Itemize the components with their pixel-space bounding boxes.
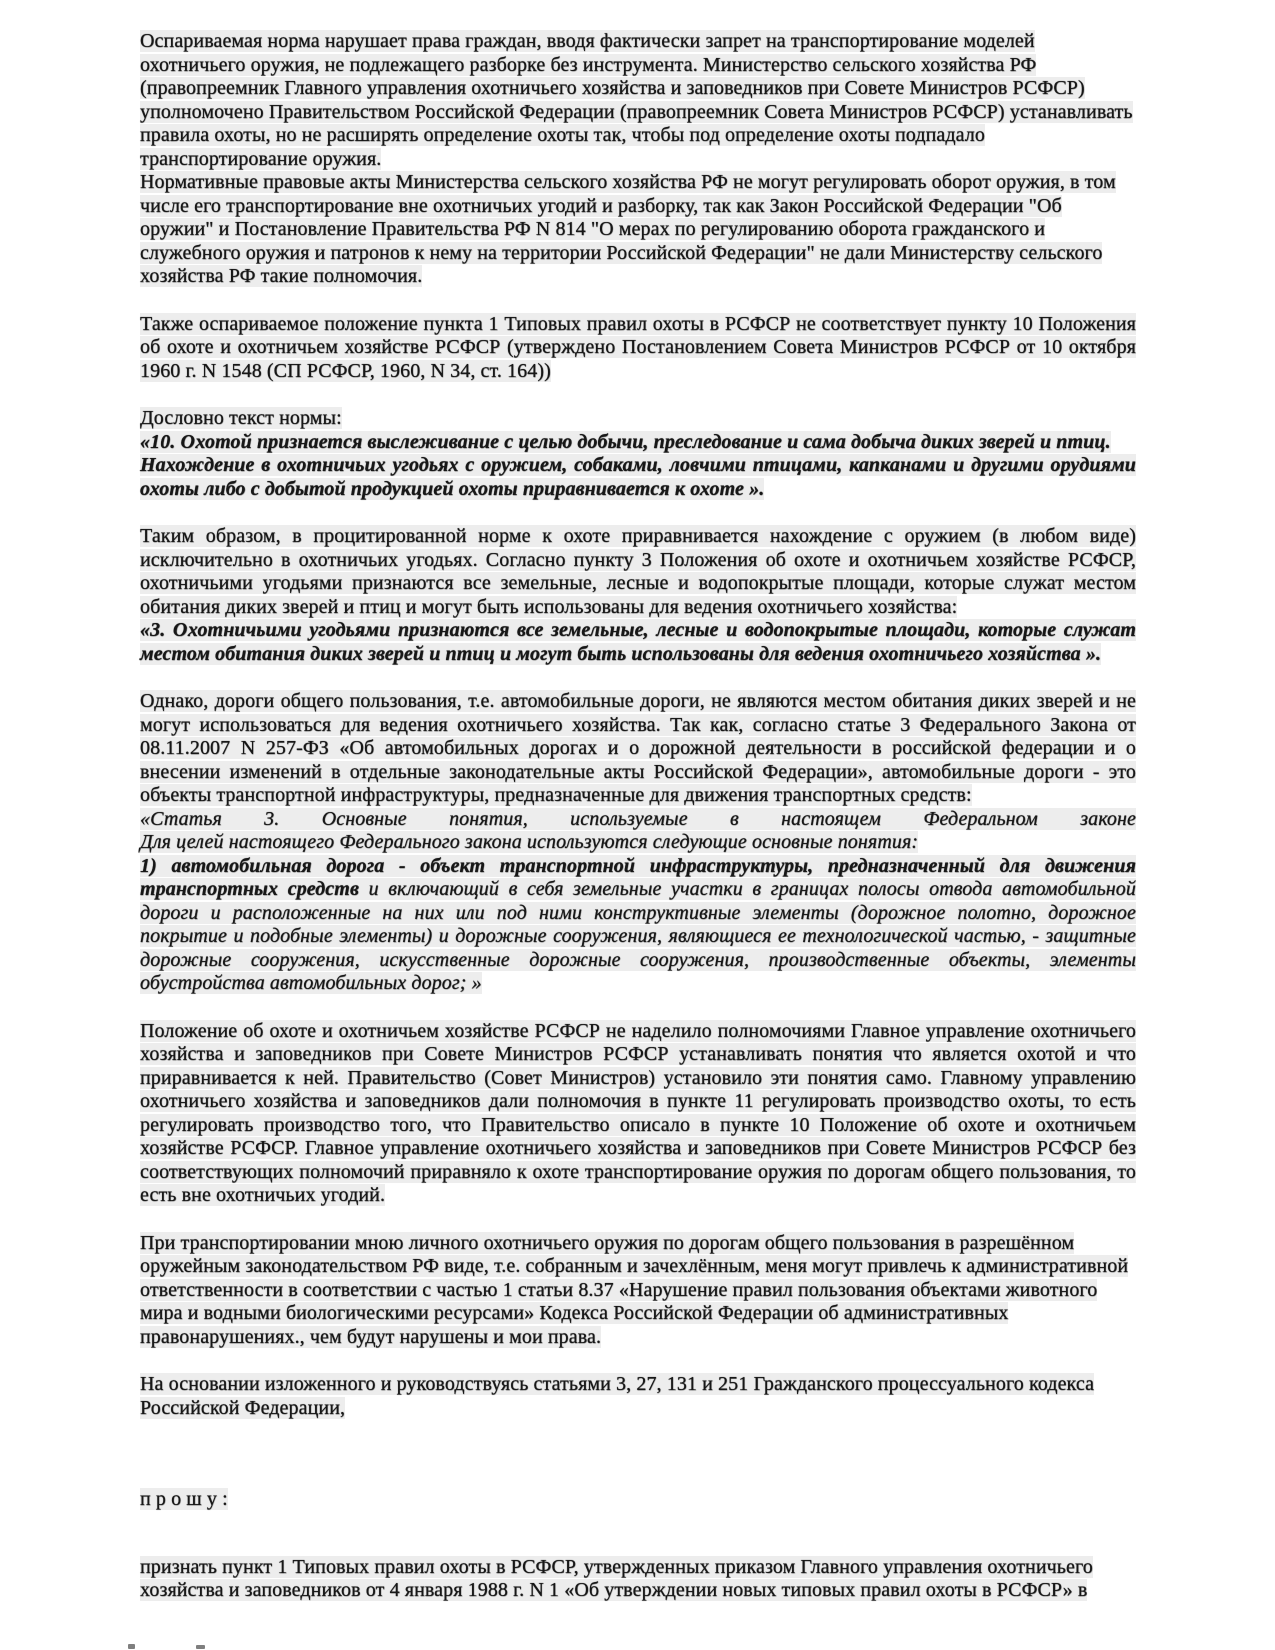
scan-artifact: [128, 1644, 135, 1649]
quote-point-3: [140, 619, 1136, 666]
text-run: Дословно текст нормы:: [140, 407, 342, 429]
text-run: Таким образом, в процитированной норме к охоте приравнивается нахождение с оружием (в любом виде) исключительно в охотничьих угодьях. Согласно пункту 3 Положения об охоте и охотничьем хозяйстве РСФСР, охотничьими угодьями признаются все земельные, лесные и водопокрытые площади, которые служат местом обитания диких зверей и птиц и могут быть использованы для ведения охотничьего хозяйства:: [140, 525, 1136, 618]
quote-article-3-title: [140, 808, 1136, 832]
paragraph-personal-transport: [140, 1232, 1136, 1350]
paragraph-point-1-mismatch: [140, 313, 1136, 384]
text-run: Также оспариваемое положение пункта 1 Типовых правил охоты в РСФСР не соответствует пункту 10 Положения об охоте и охотничьем хозяйстве РСФСР (утверждено Постановлением Совета Министров РСФСР от 10 октября 1960 г. N 1548 (СП РСФСР, 1960, N 34, ст. 164)): [140, 312, 1136, 382]
text-run: «10. Охотой признается выслеживание с целью добычи, преследование и сама добыча диких зверей и птиц.: [140, 430, 1111, 453]
quote-article-3-item-1: [140, 855, 1136, 996]
text-run: Нахождение в охотничьих угодьях с оружием, собаками, ловчими птицами, капканами и другими орудиями охоты либо с добытой продукцией охоты приравнивается к охоте ».: [140, 454, 1136, 500]
text-run: На основании изложенного и руководствуясь статьями 3, 27, 131 и 251 Гражданского процессуального кодекса Российской Федерации,: [140, 1373, 1095, 1419]
text-run: При транспортировании мною личного охотничьего оружия по дорогам общего пользования в разрешённом оружейным законодательством РФ виде, т.е. собранным и зачехлённым, меня могут привлечь к административной ответственности в соответствии с частью 1 статьи 8.37 «Нарушение правил пользования объектами животного мира и водными биологическими ресурсами» Кодекса Российской Федерации об административных правонарушениях., чем будут нарушены и мои права.: [140, 1231, 1129, 1348]
text-run: признать пункт 1 Типовых правил охоты в РСФСР, утвержденных приказом Главного управления охотничьего хозяйства и заповедников от 4 января 1988 г. N 1 «Об утверждении новых типовых правил охоты в РСФСР» в: [140, 1555, 1093, 1601]
paragraph-contested-norm: [140, 30, 1136, 171]
paragraph-public-roads: [140, 690, 1136, 808]
paragraph-legal-basis: [140, 1373, 1136, 1420]
quote-article-3-intro: [140, 831, 1136, 855]
paragraph-request-recognize: [140, 1556, 1136, 1603]
text-run: «Статья 3. Основные понятия, используемые в настоящем Федеральном законе: [140, 807, 1136, 830]
text-run: Оспариваемая норма нарушает права граждан, вводя фактически запрет на транспортирование моделей охотничьего оружия, не подлежащего разборке без инструмента. Министерство сельского хозяйства РФ (правопреемник Главного управления охотничьего хозяйства и заповедников при Совете Министров РСФСР) уполномочено Правительством Российской Федерации (правопреемник Совета Министров РСФСР) устанавливать правила охоты, но не расширять определение охоты так, чтобы под определение охоты подпадало транспортирование оружия.: [140, 30, 1133, 170]
text-run: Нормативные правовые акты Министерства сельского хозяйства РФ не могут регулировать оборот оружия, в том числе его транспортирование вне охотничьих угодий и разборку, так как Закон Российской Федерации "Об оружии" и Постановление Правительства РФ N 814 "О мерах по регулированию оборота гражданского и служебного оружия и патронов к нему на территории Российской Федерации" не дали Министерству сельского хозяйства РФ такие полномочия.: [140, 171, 1116, 287]
text-run: и включающий в себя земельные участки в границах полосы отвода автомобильной дороги и расположенные на них или под ними конструктивные элементы (дорожное полотно, дорожное покрытие и подобные элементы) и дорожные сооружения, являющиеся ее технологической частью, - защитные дорожные сооружения, искусственные дорожные сооружения, производственные объекты, элементы обустройства автомобильных дорог; »: [140, 878, 1136, 994]
quote-point-10-line-2: [140, 454, 1136, 501]
paragraph-normative-acts: [140, 171, 1136, 289]
text-run: Для целей настоящего Федерального закона используются следующие основные понятия:: [140, 831, 919, 853]
document-body: [140, 30, 1136, 1603]
text-run: п р о ш у :: [140, 1488, 228, 1510]
scan-artifact: [196, 1645, 205, 1649]
verbatim-label: [140, 407, 1136, 431]
text-run: Положение об охоте и охотничьем хозяйстве РСФСР не наделило полномочиями Главное управление охотничьего хозяйства и заповедников при Совете Министров РСФСР устанавливать понятия что является охотой и что приравнивается к ней. Правительство (Совет Министров) установило эти понятия само. Главному управлению охотничьего хозяйства и заповедников дали полномочия в пункте 11 регулировать производство охоты, то есть регулировать производство того, что Правительство описало в пункте 10 Положение об охоте и охотничьем хозяйстве РСФСР. Главное управление охотничьего хозяйства и заповедников при Совете Министров РСФСР без соответствующих полномочий приравняло к охоте транспортирование оружия по дорогам общего пользования, то есть вне охотничьих угодий.: [140, 1019, 1136, 1206]
petition-request-label: [140, 1488, 1136, 1512]
paragraph-thus-hunting-grounds: [140, 525, 1136, 619]
text-run: Однако, дороги общего пользования, т.е. автомобильные дороги, не являются местом обитания диких зверей и не могут использоваться для ведения охотничьего хозяйства. Так как, согласно статье 3 Федерального Закона от 08.11.2007 N 257-ФЗ «Об автомобильных дорогах и о дорожной деятельности в российской федерации и о внесении изменений в отдельные законодательные акты Российской Федерации», автомобильные дороги - это объекты транспортной инфраструктуры, предназначенные для движения транспортных средств:: [140, 690, 1136, 806]
quote-point-10-line-1: [140, 431, 1136, 455]
text-run: 1) автомобильная дорога - объект транспортной инфраструктуры, предназначенный для движения транспортных средств: [140, 854, 1136, 900]
text-run: «3. Охотничьими угодьями признаются все земельные, лесные и водопокрытые площади, которые служат местом обитания диких зверей и птиц и могут быть использованы для ведения охотничьего хозяйства ».: [140, 619, 1136, 665]
paragraph-no-authority: [140, 1020, 1136, 1208]
